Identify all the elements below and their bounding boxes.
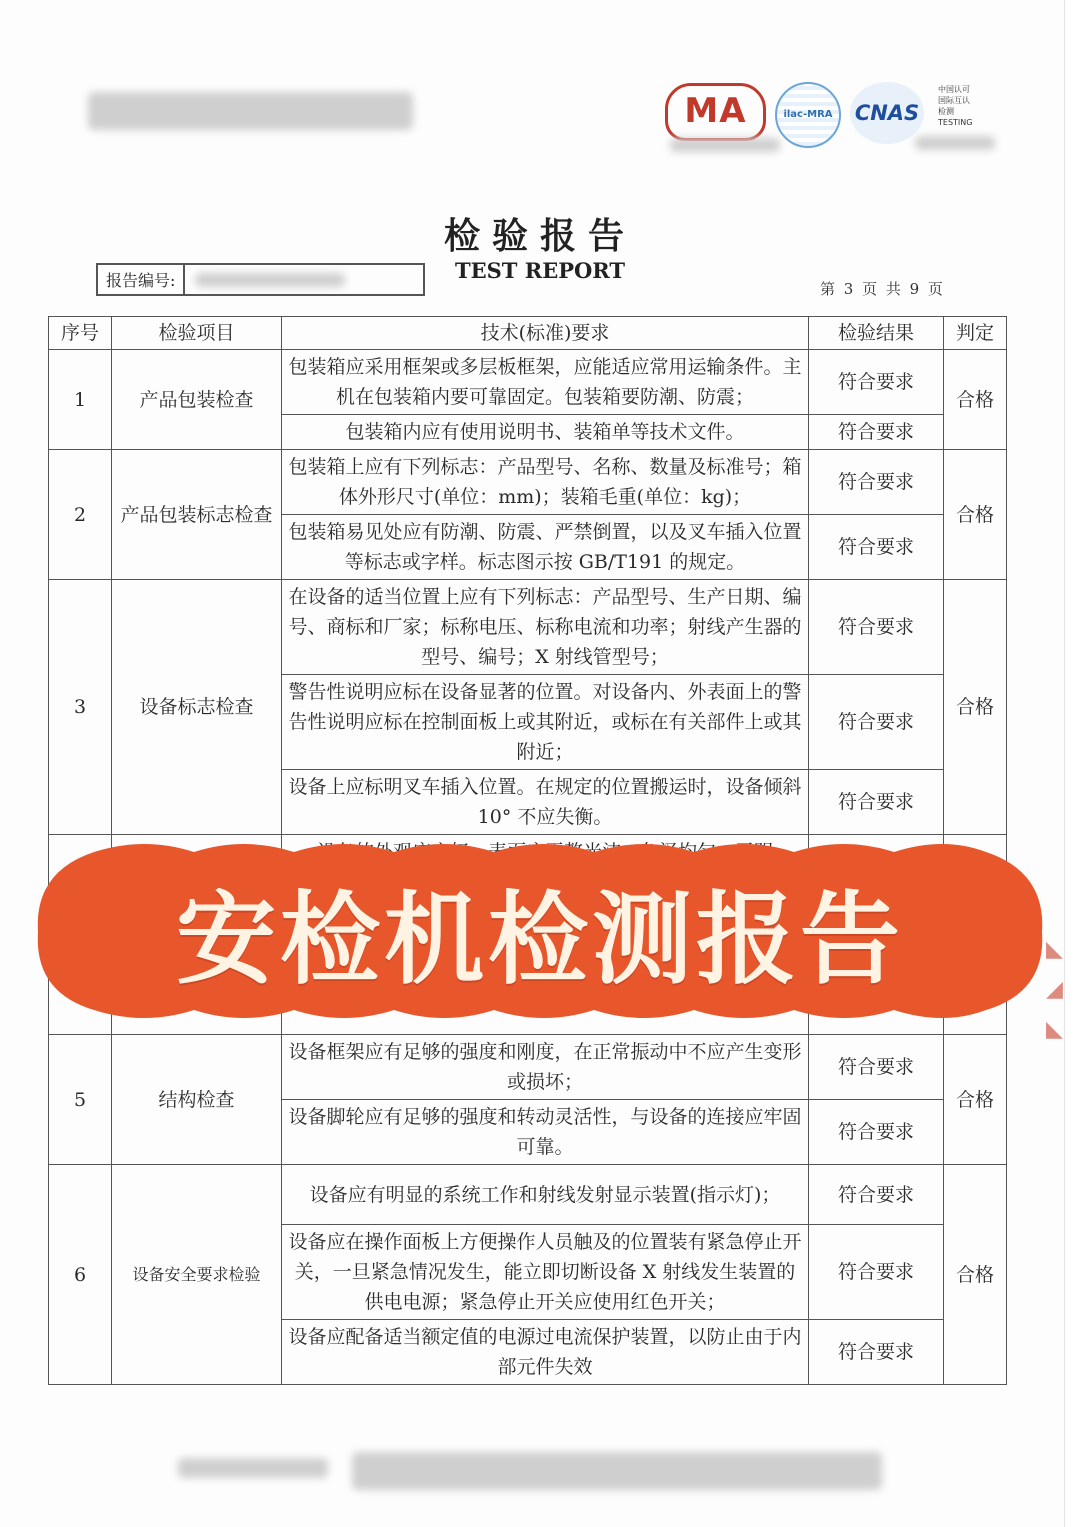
redacted-cert-number-2 [915,136,995,150]
report-number-box [96,263,425,296]
verdict-cell: 合格 [944,450,1007,580]
requirement-cell: 设备脚轮应有足够的强度和转动灵活性，与设备的连接应牢固可靠。 [282,1100,809,1165]
requirement-cell: 设备框架应有足够的强度和刚度，在正常振动中不应产生变形或损坏； [282,1035,809,1100]
requirement-cell: 设备应配备适当额定值的电源过电流保护装置，以防止由于内部元件失效 [282,1320,809,1385]
row-item: 设备安全要求检验 [112,1165,282,1385]
ilac-mra-logo: ilac-MRA [775,82,841,148]
table-row [49,450,1007,515]
report-number-label: 报告编号: [98,265,185,294]
row-item: 产品包装检查 [112,350,282,450]
requirement-cell: 设备上应标明叉车插入位置。在规定的位置搬运时，设备倾斜 10° 不应失衡。 [282,770,809,835]
verdict-cell: 合格 [944,1165,1007,1385]
result-cell: 符合要求 [809,1035,944,1100]
row-item: 设备标志检查 [112,580,282,835]
row-item: 结构检查 [112,1035,282,1165]
redacted-footer-right [352,1452,882,1490]
cnas-caption-line: 国际互认 [938,96,970,105]
title-english: TEST REPORT [455,258,625,283]
row-no: 6 [49,1165,112,1385]
cnas-caption-line: TESTING [938,118,973,127]
cnas-caption [938,84,986,128]
table-row [49,580,1007,675]
verdict-cell: 合格 [944,1035,1007,1165]
requirement-cell: 设备应有明显的系统工作和射线发射显示装置(指示灯)； [282,1165,809,1225]
requirement-cell: 包装箱内应有使用说明书、装箱单等技术文件。 [282,415,809,450]
result-cell: 符合要求 [809,770,944,835]
row-item: 产品包装标志检查 [112,450,282,580]
verdict-cell: 合格 [944,580,1007,835]
table-row [49,350,1007,415]
row-no: 2 [49,450,112,580]
cma-logo: MA [665,83,766,141]
header-result: 检验结果 [809,317,944,350]
redacted-report-number [195,273,345,287]
header-item: 检验项目 [112,317,282,350]
redacted-footer-left [178,1458,328,1478]
redacted-cert-number [670,138,780,152]
banner-title: 安检机检测报告 [176,881,904,998]
side-stamp-mark: ◣ ◢ ◣ [1046,937,1063,1042]
redacted-company-name [88,92,413,130]
row-no: 3 [49,580,112,835]
title-chinese: 检验报告 [443,215,636,257]
table-row [49,1035,1007,1100]
result-cell: 符合要求 [809,1100,944,1165]
header-verdict: 判定 [944,317,1007,350]
result-cell: 符合要求 [809,450,944,515]
cnas-caption-line: 检测 [938,107,954,116]
row-no: 5 [49,1035,112,1165]
requirement-cell: 包装箱易见处应有防潮、防震、严禁倒置，以及叉车插入位置等标志或字样。标志图示按 GB/T191 的规定。 [282,515,809,580]
requirement-cell: 包装箱上应有下列标志：产品型号、名称、数量及标准号；箱体外形尺寸(单位：mm)；装箱毛重(单位：kg)； [282,450,809,515]
verdict-cell: 合格 [944,350,1007,450]
result-cell: 符合要求 [809,675,944,770]
page-number: 第 3 页 共 9 页 [820,280,945,298]
result-cell: 符合要求 [809,350,944,415]
table-header-row [49,317,1007,350]
title-banner [34,842,1046,1020]
result-cell: 符合要求 [809,1225,944,1320]
result-cell: 符合要求 [809,580,944,675]
header-requirement: 技术(标准)要求 [282,317,809,350]
result-cell: 符合要求 [809,1165,944,1225]
requirement-cell: 设备应在操作面板上方便操作人员触及的位置装有紧急停止开关，一旦紧急情况发生，能立即切断设备 X 射线发生装置的供电电源；紧急停止开关应使用红色开关； [282,1225,809,1320]
header-no: 序号 [49,317,112,350]
cnas-caption-line: 中国认可 [938,85,970,94]
requirement-cell: 警告性说明应标在设备显著的位置。对设备内、外表面上的警告性说明应标在控制面板上或其附近，或标在有关部件上或其附近； [282,675,809,770]
result-cell: 符合要求 [809,1320,944,1385]
result-cell: 符合要求 [809,415,944,450]
result-cell: 符合要求 [809,515,944,580]
certification-logos [660,78,1010,158]
table-row [49,1165,1007,1225]
requirement-cell: 包装箱应采用框架或多层板框架，应能适应常用运输条件。主机在包装箱内要可靠固定。包装箱要防潮、防震； [282,350,809,415]
row-no: 1 [49,350,112,450]
requirement-cell: 在设备的适当位置上应有下列标志：产品型号、生产日期、编号、商标和厂家；标称电压、标称电流和功率；射线产生器的型号、编号；X 射线管型号； [282,580,809,675]
cnas-logo: CNAS [850,82,924,144]
